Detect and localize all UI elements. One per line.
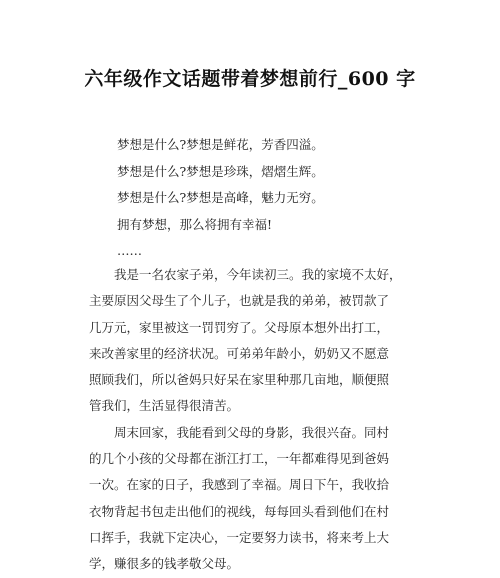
text-line: 口挥手，我就下定决心，一定要努力读书，将来考上大 — [89, 529, 390, 545]
poem-line: 梦想是什么?梦想是鲜花，芳香四溢。 — [117, 137, 324, 152]
poem-line: 拥有梦想，那么将拥有幸福! — [117, 216, 273, 232]
poem-line: 梦想是什么?梦想是珍珠，熠熠生辉。 — [117, 163, 324, 179]
text-line: 主要原因父母生了个儿子，也就是我的弟弟，被罚款了 — [89, 293, 390, 309]
poem-ellipsis: …… — [117, 243, 142, 258]
text-line: 我是一名农家子弟，今年读初三。我的家境不太好， — [89, 267, 402, 282]
text-line: 衣物背起书包走出他们的视线，每每回头看到他们在村 — [89, 503, 390, 519]
poem-block — [117, 132, 324, 265]
document-title: 六年级作文话题带着梦想前行_600 字 — [84, 68, 416, 90]
text-line: 照顾我们，所以爸妈只好呆在家里种那几亩地，顺便照 — [89, 372, 390, 388]
text-line: 来改善家里的经济状况。可弟弟年龄小，奶奶又不愿意 — [89, 345, 390, 361]
text-line: 周末回家，我能看到父母的身影，我很兴奋。同村 — [89, 424, 390, 440]
poem-line: 梦想是什么?梦想是高峰，魅力无穷。 — [117, 190, 324, 205]
text-line: 管我们，生活显得很清苦。 — [89, 398, 240, 414]
text-line: 一次。在家的日子，我感到了幸福。周日下午，我收拾 — [89, 477, 390, 493]
text-line: 学，赚很多的钱孝敬父母。 — [89, 556, 240, 572]
body-text — [89, 262, 417, 578]
text-line: 的几个小孩的父母都在浙江打工，一年都难得见到爸妈 — [89, 451, 390, 467]
text-line: 几万元，家里被这一罚罚穷了。父母原本想外出打工， — [89, 319, 390, 335]
